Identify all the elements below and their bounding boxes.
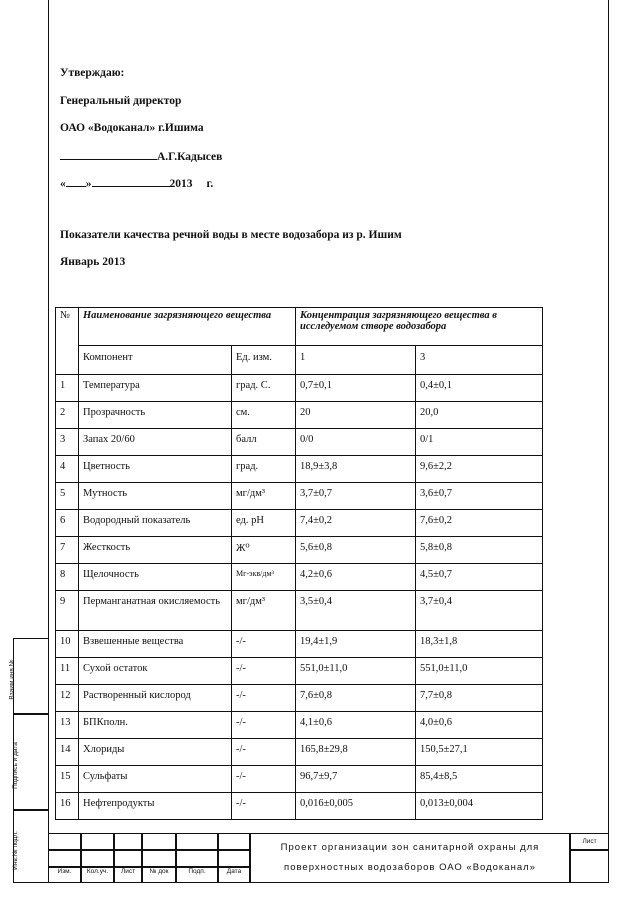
table-row <box>56 739 543 766</box>
table-row <box>56 537 543 564</box>
row-value-point-1: 0,016±0,005 <box>296 793 416 820</box>
date-close-quote: » <box>85 178 92 190</box>
row-unit: -/- <box>232 793 296 820</box>
tb-label-kol: Кол.уч. <box>81 867 114 883</box>
row-value-point-1: 20 <box>296 402 416 429</box>
table-row <box>56 510 543 537</box>
row-number: 2 <box>56 402 79 429</box>
row-value-point-3: 7,6±0,2 <box>416 510 543 537</box>
row-component: Перманганатная окисляемость <box>79 591 232 631</box>
row-number: 12 <box>56 685 79 712</box>
title-block <box>48 833 609 883</box>
approval-year: 2013 <box>169 178 193 190</box>
table-row <box>56 685 543 712</box>
row-component: Запах 20/60 <box>79 429 232 456</box>
row-unit: -/- <box>232 685 296 712</box>
table-row <box>56 658 543 685</box>
header-concentration: Концентрация загрязняющего вещества в исследуемом створе водозабора <box>296 308 543 346</box>
row-number: 8 <box>56 564 79 591</box>
row-value-point-1: 551,0±11,0 <box>296 658 416 685</box>
side-field-original-inv <box>13 810 49 883</box>
row-unit: -/- <box>232 631 296 658</box>
row-unit: мг/дм³ <box>232 483 296 510</box>
row-value-point-3: 0,013±0,004 <box>416 793 543 820</box>
document-title: Показатели качества речной воды в месте водозабора из р. Ишим <box>60 229 402 241</box>
table-row <box>56 456 543 483</box>
row-number: 3 <box>56 429 79 456</box>
row-number: 4 <box>56 456 79 483</box>
row-value-point-3: 5,8±0,8 <box>416 537 543 564</box>
date-open-quote: « <box>60 178 66 190</box>
row-value-point-3: 551,0±11,0 <box>416 658 543 685</box>
row-value-point-3: 0,4±0,1 <box>416 375 543 402</box>
tb-sheet-number <box>570 850 609 883</box>
approval-year-suffix: г. <box>206 178 214 190</box>
tb-sheet-label: Лист <box>570 833 609 850</box>
row-unit: ед. pH <box>232 510 296 537</box>
row-unit: -/- <box>232 712 296 739</box>
row-component: Температура <box>79 375 232 402</box>
row-number: 1 <box>56 375 79 402</box>
table-row <box>56 591 543 631</box>
row-number: 15 <box>56 766 79 793</box>
row-unit: Ж⁰ <box>232 537 296 564</box>
subheader-point-1: 1 <box>296 346 416 375</box>
table-row <box>56 402 543 429</box>
row-unit: град. <box>232 456 296 483</box>
tb-label-podp: Подп. <box>176 867 218 883</box>
row-value-point-1: 3,7±0,7 <box>296 483 416 510</box>
header-number: № <box>56 308 79 375</box>
row-unit: -/- <box>232 739 296 766</box>
tb-label-izm: Изм. <box>48 867 81 883</box>
table-row <box>56 429 543 456</box>
side-label-exchange-inv: Взаим.инв.№ <box>8 659 16 700</box>
table-row <box>56 375 543 402</box>
row-unit: см. <box>232 402 296 429</box>
row-value-point-3: 0/1 <box>416 429 543 456</box>
table-row <box>56 712 543 739</box>
row-number: 9 <box>56 591 79 631</box>
row-value-point-1: 0,7±0,1 <box>296 375 416 402</box>
row-component: Жесткость <box>79 537 232 564</box>
side-label-signature-date: Подпись и дата <box>11 742 19 789</box>
approval-signature-line <box>60 149 222 163</box>
row-unit: балл <box>232 429 296 456</box>
row-value-point-3: 18,3±1,8 <box>416 631 543 658</box>
row-component: Мутность <box>79 483 232 510</box>
row-unit: Мг-экв/дм³ <box>232 564 296 591</box>
side-label-original-inv: Инв.№ подл. <box>11 830 19 870</box>
approval-organization: ОАО «Водоканал» г.Ишима <box>60 122 204 134</box>
row-value-point-3: 85,4±8,5 <box>416 766 543 793</box>
row-value-point-3: 150,5±27,1 <box>416 739 543 766</box>
table-subheader-row <box>56 346 543 375</box>
row-unit: мг/дм³ <box>232 591 296 631</box>
row-value-point-3: 20,0 <box>416 402 543 429</box>
row-value-point-3: 3,6±0,7 <box>416 483 543 510</box>
approver-name: А.Г.Кадысев <box>157 151 223 163</box>
row-value-point-3: 4,5±0,7 <box>416 564 543 591</box>
table-row <box>56 793 543 820</box>
row-value-point-1: 18,9±3,8 <box>296 456 416 483</box>
row-value-point-3: 9,6±2,2 <box>416 456 543 483</box>
row-number: 7 <box>56 537 79 564</box>
row-number: 5 <box>56 483 79 510</box>
approval-label: Утверждаю: <box>60 67 125 79</box>
row-component: Растворенный кислород <box>79 685 232 712</box>
row-component: Взвешенные вещества <box>79 631 232 658</box>
row-component: Цветность <box>79 456 232 483</box>
table-row <box>56 564 543 591</box>
row-component: Прозрачность <box>79 402 232 429</box>
row-component: Щелочность <box>79 564 232 591</box>
document-period: Январь 2013 <box>60 256 126 268</box>
tb-title-line2: поверхностных водозаборов ОАО «Водоканал» <box>284 862 536 873</box>
approval-date-line <box>60 176 213 190</box>
row-component: Сухой остаток <box>79 658 232 685</box>
row-component: Водородный показатель <box>79 510 232 537</box>
side-field-signature-date <box>13 714 49 810</box>
row-value-point-3: 3,7±0,4 <box>416 591 543 631</box>
table-row <box>56 631 543 658</box>
row-number: 11 <box>56 658 79 685</box>
subheader-point-3: 3 <box>416 346 543 375</box>
tb-label-list: Лист <box>114 867 142 883</box>
header-substance: Наименование загрязняющего вещества <box>79 308 296 346</box>
row-value-point-1: 19,4±1,9 <box>296 631 416 658</box>
row-number: 6 <box>56 510 79 537</box>
table-header-row <box>56 308 543 346</box>
approval-position: Генеральный директор <box>60 95 182 107</box>
row-value-point-3: 7,7±0,8 <box>416 685 543 712</box>
row-unit: -/- <box>232 766 296 793</box>
subheader-component: Компонент <box>79 346 232 375</box>
tb-label-data: Дата <box>218 867 250 883</box>
tb-title-line1: Проект организации зон санитарной охраны для <box>280 842 540 853</box>
row-value-point-1: 165,8±29,8 <box>296 739 416 766</box>
row-value-point-1: 4,1±0,6 <box>296 712 416 739</box>
table-row <box>56 766 543 793</box>
row-number: 13 <box>56 712 79 739</box>
row-unit: -/- <box>232 658 296 685</box>
row-value-point-1: 7,4±0,2 <box>296 510 416 537</box>
table-row <box>56 483 543 510</box>
row-value-point-1: 5,6±0,8 <box>296 537 416 564</box>
row-component: Нефтепродукты <box>79 793 232 820</box>
row-value-point-1: 7,6±0,8 <box>296 685 416 712</box>
row-value-point-1: 4,2±0,6 <box>296 564 416 591</box>
water-quality-table <box>55 307 543 820</box>
row-value-point-1: 96,7±9,7 <box>296 766 416 793</box>
row-number: 14 <box>56 739 79 766</box>
row-number: 16 <box>56 793 79 820</box>
row-value-point-3: 4,0±0,6 <box>416 712 543 739</box>
row-value-point-1: 0/0 <box>296 429 416 456</box>
tb-title-cell <box>250 833 570 883</box>
row-unit: град. С. <box>232 375 296 402</box>
subheader-unit: Ед. изм. <box>232 346 296 375</box>
side-field-exchange-inv <box>8 638 49 714</box>
row-value-point-1: 3,5±0,4 <box>296 591 416 631</box>
tb-label-ndok: № док <box>142 867 176 883</box>
row-component: Сульфаты <box>79 766 232 793</box>
row-number: 10 <box>56 631 79 658</box>
row-component: Хлориды <box>79 739 232 766</box>
row-component: БПКполн. <box>79 712 232 739</box>
